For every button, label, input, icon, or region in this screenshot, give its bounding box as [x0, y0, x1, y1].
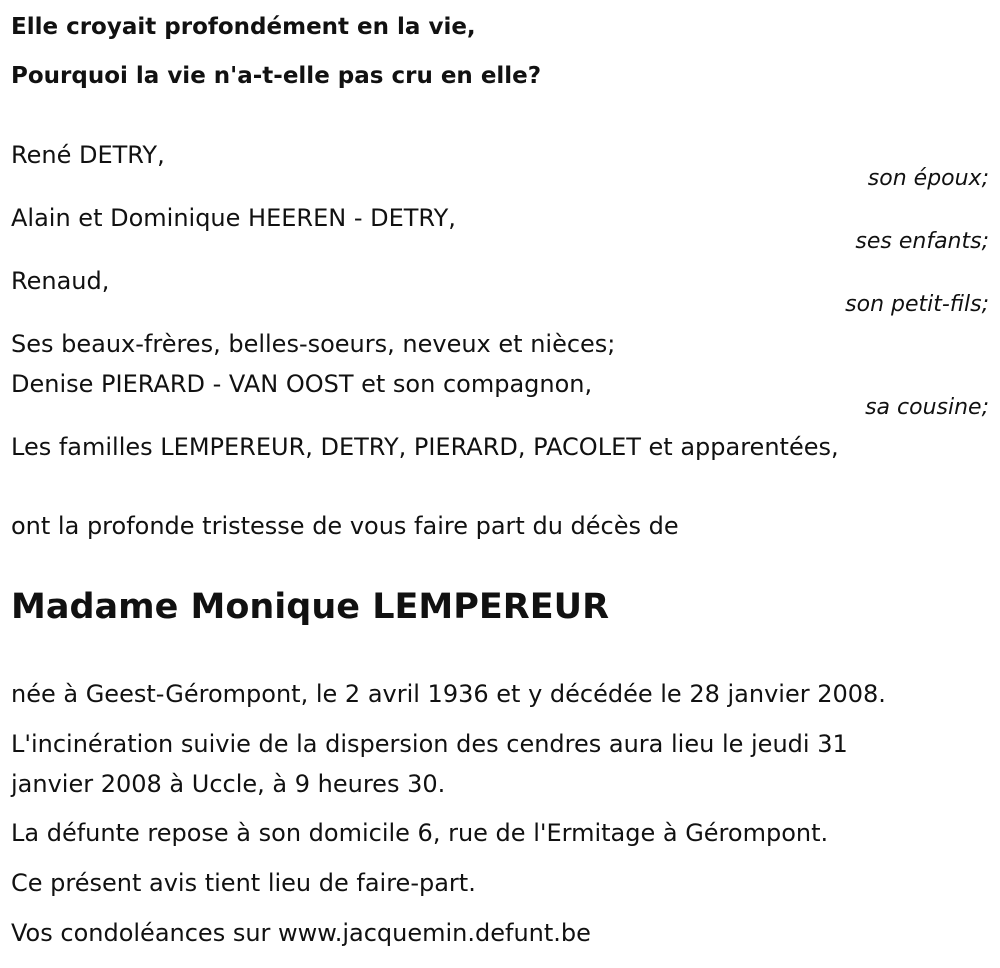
ceremony-text-line-1: L'incinération suivie de la dispersion des cendres aura lieu le jeudi 31: [11, 730, 848, 758]
family-member-name: Renaud,: [11, 267, 110, 295]
ceremony-text-line-2: janvier 2008 à Uccle, à 9 heures 30.: [11, 770, 446, 798]
family-member-name: Denise PIERARD - VAN OOST et son compagnon,: [11, 370, 593, 398]
family-member-name: Les familles LEMPEREUR, DETRY, PIERARD, PACOLET et apparentées,: [11, 433, 839, 461]
notice-text: Ce présent avis tient lieu de faire-part.: [11, 869, 476, 897]
family-member-role: son époux;: [867, 166, 989, 191]
family-member-name: Ses beaux-frères, belles-soeurs, neveux et nièces;: [11, 330, 616, 358]
epigraph-line-2: Pourquoi la vie n'a-t-elle pas cru en elle?: [11, 63, 542, 89]
deceased-name: Madame Monique LEMPEREUR: [11, 587, 610, 627]
condolences-text: Vos condoléances sur www.jacquemin.defunt.be: [11, 919, 591, 947]
family-member-name: Alain et Dominique HEEREN - DETRY,: [11, 204, 456, 232]
family-member-role: sa cousine;: [865, 395, 989, 420]
family-member-name: René DETRY,: [11, 141, 165, 169]
family-member-role: ses enfants;: [855, 229, 989, 254]
resting-place-text: La défunte repose à son domicile 6, rue de l'Ermitage à Gérompont.: [11, 819, 829, 847]
announcement-text: ont la profonde tristesse de vous faire part du décès de: [11, 512, 679, 540]
family-member-role: son petit-fils;: [845, 292, 989, 317]
birth-death-text: née à Geest-Gérompont, le 2 avril 1936 et y décédée le 28 janvier 2008.: [11, 680, 886, 708]
epigraph-line-1: Elle croyait profondément en la vie,: [11, 14, 476, 40]
